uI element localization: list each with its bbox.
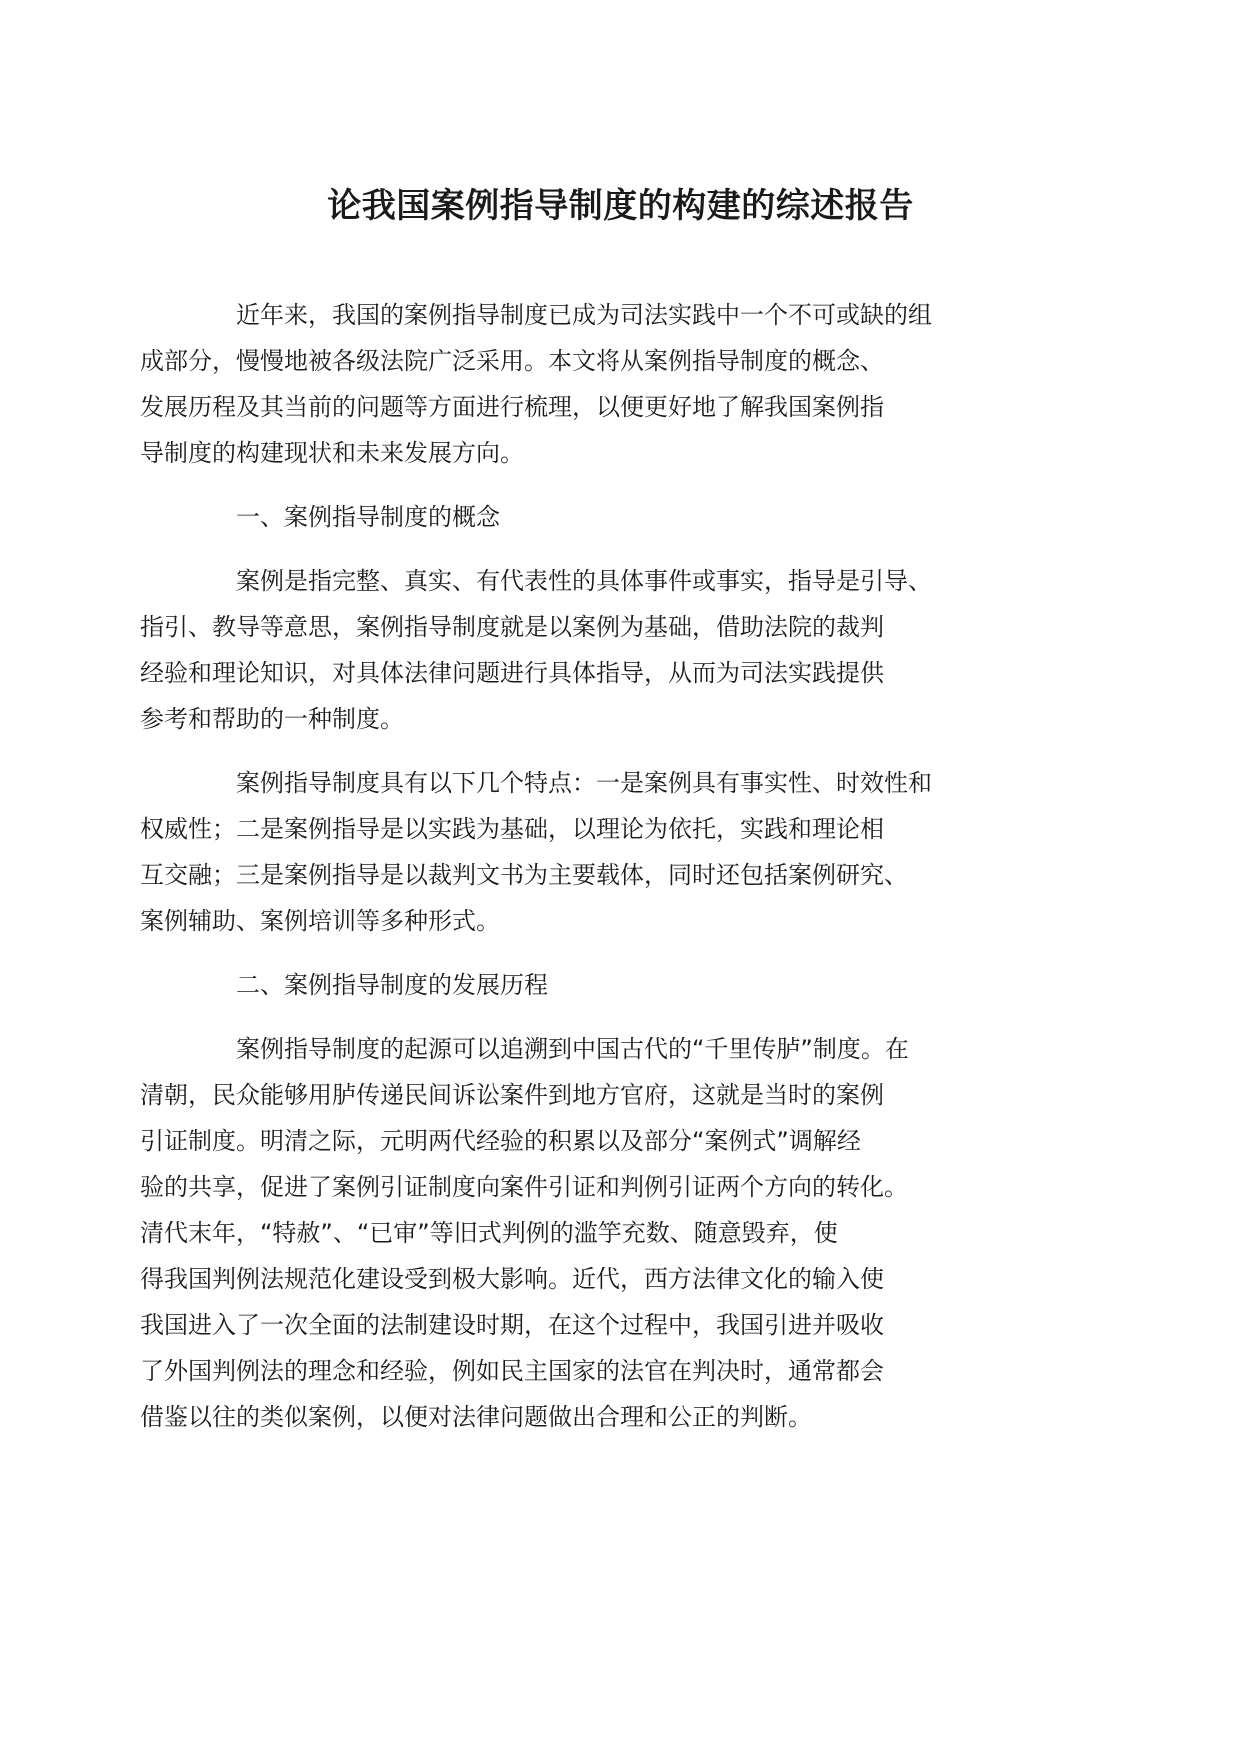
text-line: 验的共享，促进了案例引证制度向案件引证和判例引证两个方向的转化。 — [140, 1173, 908, 1201]
document-title: 论我国案例指导制度的构建的综述报告 — [327, 186, 914, 226]
section-heading-history: 二、案例指导制度的发展历程 — [236, 971, 548, 999]
text-line: 得我国判例法规范化建设受到极大影响。近代，西方法律文化的输入使 — [140, 1265, 884, 1293]
text-line: 清朝，民众能够用胪传递民间诉讼案件到地方官府，这就是当时的案例 — [140, 1081, 884, 1109]
text-line: 了外国判例法的理念和经验，例如民主国家的法官在判决时，通常都会 — [140, 1357, 884, 1385]
text-line: 案例是指完整、真实、有代表性的具体事件或事实，指导是引导、 — [236, 567, 932, 595]
text-line: 引证制度。明清之际，元明两代经验的积累以及部分“案例式”调解经 — [140, 1127, 861, 1155]
text-line: 我国进入了一次全面的法制建设时期，在这个过程中，我国引进并吸收 — [140, 1311, 884, 1339]
text-line: 互交融；三是案例指导是以裁判文书为主要载体，同时还包括案例研究、 — [140, 861, 908, 889]
text-line: 导制度的构建现状和未来发展方向。 — [140, 439, 524, 467]
text-line: 参考和帮助的一种制度。 — [140, 705, 404, 733]
section-heading-concept: 一、案例指导制度的概念 — [236, 503, 500, 531]
text-line: 近年来，我国的案例指导制度已成为司法实践中一个不可或缺的组 — [236, 301, 932, 329]
intro-paragraph — [140, 292, 1068, 476]
text-line: 借鉴以往的类似案例，以便对法律问题做出合理和公正的判断。 — [140, 1403, 812, 1431]
text-line: 经验和理论知识，对具体法律问题进行具体指导，从而为司法实践提供 — [140, 659, 884, 687]
text-line: 清代末年，“特赦”、“已审”等旧式判例的滥竽充数、随意毁弃，使 — [140, 1219, 838, 1247]
text-line: 权威性；二是案例指导是以实践为基础，以理论为依托，实践和理论相 — [140, 815, 884, 843]
concept-paragraph-2 — [140, 760, 1068, 944]
text-line: 案例指导制度的起源可以追溯到中国古代的“千里传胪”制度。在 — [236, 1035, 909, 1063]
concept-paragraph-1 — [140, 558, 1068, 742]
text-line: 指引、教导等意思，案例指导制度就是以案例为基础，借助法院的裁判 — [140, 613, 884, 641]
text-line: 案例辅助、案例培训等多种形式。 — [140, 907, 500, 935]
history-paragraph — [140, 1026, 1068, 1440]
text-line: 发展历程及其当前的问题等方面进行梳理，以便更好地了解我国案例指 — [140, 393, 884, 421]
text-line: 案例指导制度具有以下几个特点：一是案例具有事实性、时效性和 — [236, 769, 932, 797]
document-body — [140, 292, 1068, 1458]
text-line: 成部分，慢慢地被各级法院广泛采用。本文将从案例指导制度的概念、 — [140, 347, 884, 375]
